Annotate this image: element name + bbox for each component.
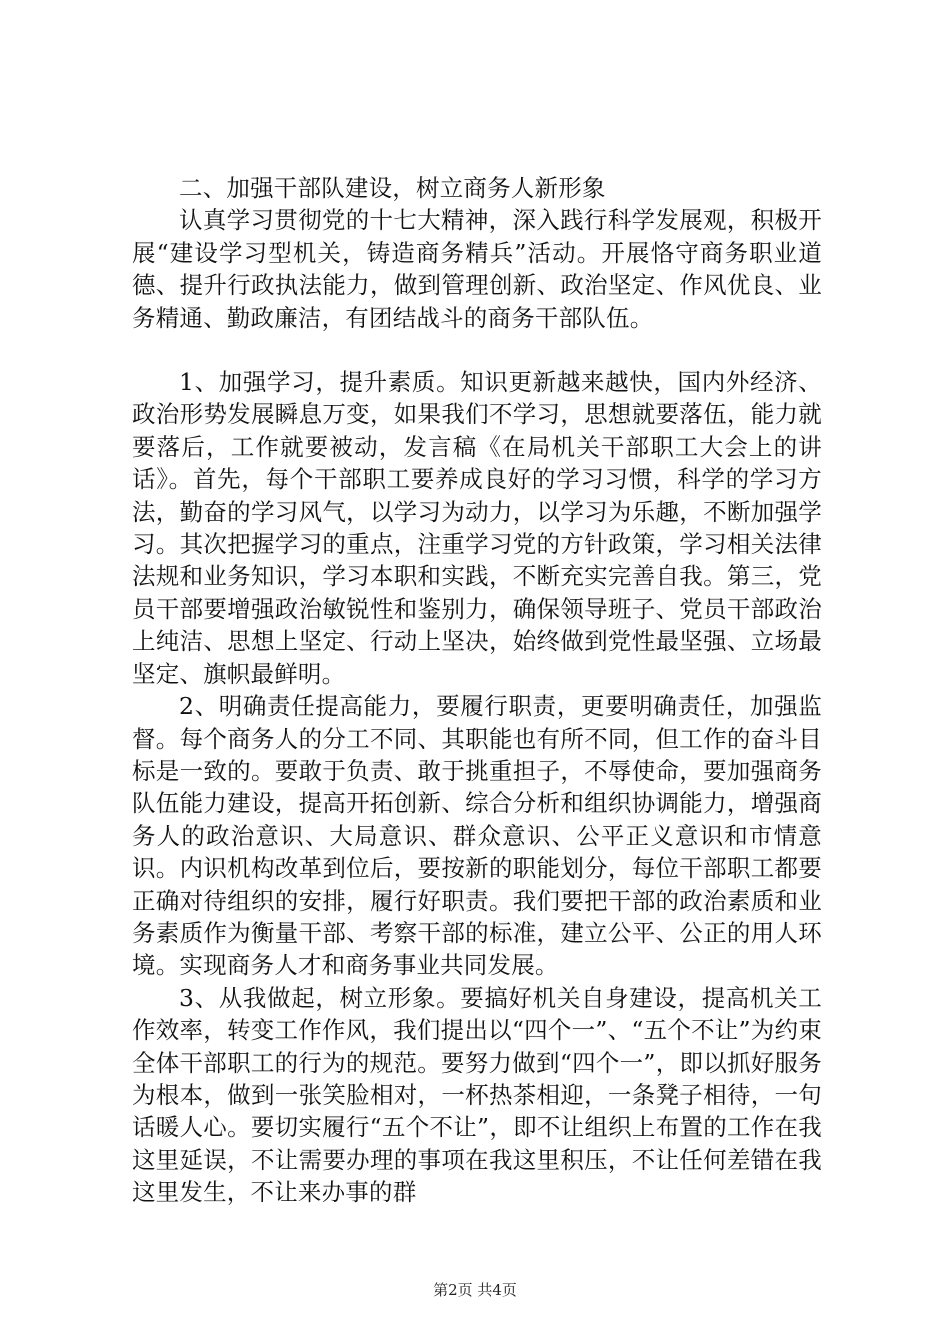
page-number-footer: 第2页 共4页 bbox=[433, 1281, 517, 1299]
paragraph-study: 1、加强学习，提升素质。知识更新越来越快，国内外经济、政治形势发展瞬息万变，如果我们不学习，思想就要落伍，能力就要落后，工作就要被动，发言稿《在局机关干部职工大会上的讲话》。首先，每个干部职工要养成良好的学习习惯，科学的学习方法，勤奋的学习风气，以学习为动力，以学习为乐趣，不断加强学习。其次把握学习的重点，注重学习党的方针政策，学习相关法律法规和业务知识，学习本职和实践，不断充实完善自我。第三，党员干部要增强政治敏锐性和鉴别力，确保领导班子、党员干部政治上纯洁、思想上坚定、行动上坚决，始终做到党性最坚强、立场最坚定、旗帜最鲜明。 bbox=[132, 368, 822, 688]
paragraph-responsibility: 2、明确责任提高能力，要履行职责，更要明确责任，加强监督。每个商务人的分工不同、其职能也有所不同，但工作的奋斗目标是一致的。要敢于负责、敢于挑重担子，不辱使命，要加强商务队伍能力建设，提高开拓创新、综合分析和组织协调能力，增强商务人的政治意识、大局意识、群众意识、公平正义意识和市情意识。内识机构改革到位后，要按新的职能划分，每位干部职工都要正确对待组织的安排，履行好职责。我们要把干部的政治素质和业务素质作为衡量干部、考察干部的标准，建立公平、公正的用人环境。实现商务人才和商务事业共同发展。 bbox=[132, 692, 822, 980]
section-heading: 二、加强干部队建设，树立商务人新形象 bbox=[179, 174, 606, 202]
paragraph-gap bbox=[132, 334, 822, 366]
paragraph-image: 3、从我做起，树立形象。要搞好机关自身建设，提高机关工作效率，转变工作作风，我们提出以“四个一”、“五个不让”为约束全体干部职工的行为的规范。要努力做到“四个一”，即以抓好服务为根本，做到一张笑脸相对，一杯热茶相迎，一条凳子相待，一句话暖人心。要切实履行“五个不让”，即不让组织上布置的工作在我这里延误，不让需要办理的事项在我这里积压，不让任何差错在我这里发生，不让来办事的群 bbox=[132, 983, 822, 1207]
intro-paragraph: 认真学习贯彻党的十七大精神，深入践行科学发展观，积极开展“建设学习型机关，铸造商务精兵”活动。开展恪守商务职业道德、提升行政执法能力，做到管理创新、政治坚定、作风优良、业务精通、勤政廉洁，有团结战斗的商务干部队伍。 bbox=[132, 206, 822, 332]
document-body bbox=[132, 172, 822, 1209]
